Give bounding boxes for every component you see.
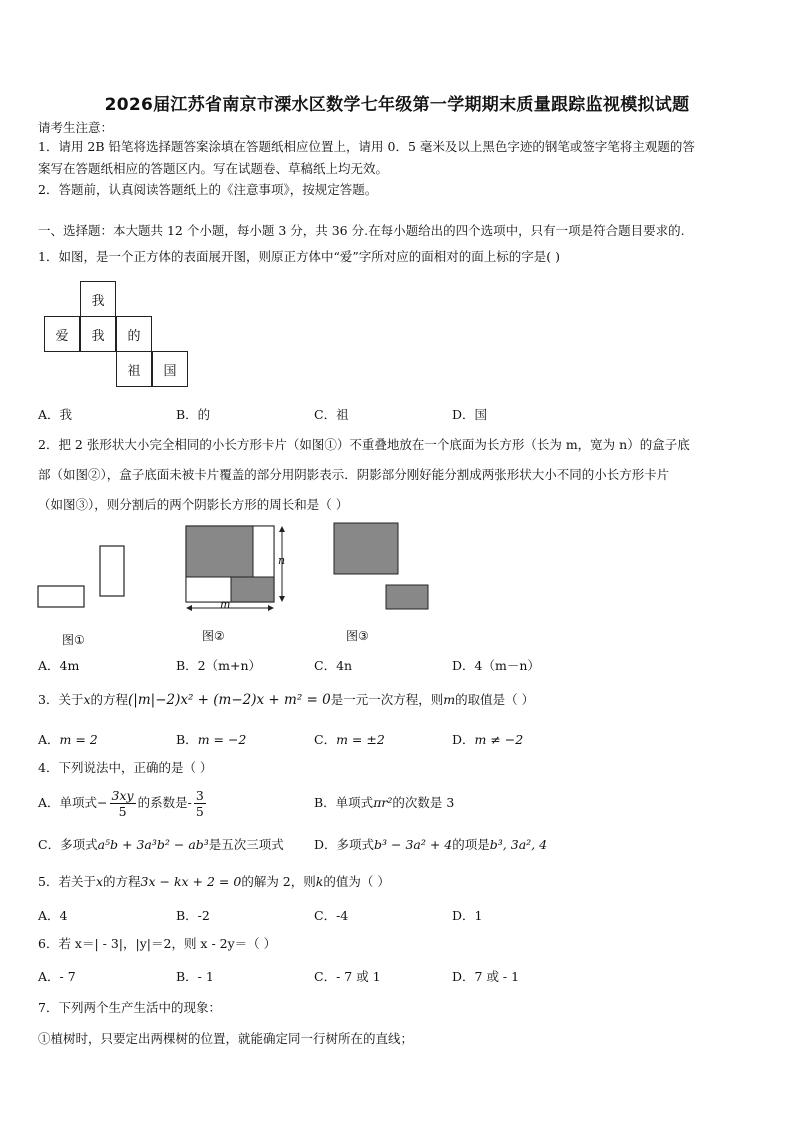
q2-option-b: B．2（m+n）: [176, 658, 262, 673]
q1-stem: 1．如图，是一个正方体的表面展开图，则原正方体中“爱”字所对应的面相对的面上标的字是( ): [38, 249, 560, 264]
net-face-left: 爱: [44, 316, 80, 352]
notice-item-2: 2．答题前，认真阅读答题纸上的《注意事项》，按规定答题。: [38, 182, 378, 197]
q2-option-c: C．4n: [314, 658, 353, 673]
figure-1-label: 图①: [62, 633, 85, 647]
q4-option-b: B．单项式πr²的次数是 3: [314, 795, 455, 810]
notice-item-1-line-2: 案写在答题纸相应的答题区内。写在试题卷、草稿纸上均无效。: [38, 161, 389, 176]
q1-option-a: A．我: [38, 407, 73, 422]
q1-option-d: D．国: [452, 407, 488, 422]
q3-mid: 的方程: [90, 692, 129, 707]
figure-2-box: [186, 526, 285, 611]
q5-option-b: B．-2: [176, 908, 210, 923]
q3-prefix: 3．关于: [38, 692, 84, 707]
q5-stem: 5．若关于x的方程3x − kx + 2 = 0的解为 2，则k的值为（ ）: [38, 874, 390, 889]
q2-option-a: A．4m: [38, 658, 80, 673]
q6-stem: 6．若 x＝| - 3|，|y|＝2，则 x - 2y＝（ ）: [38, 936, 277, 951]
figure-1-cards: [38, 546, 124, 607]
q6-option-d: D．7 或 - 1: [452, 969, 520, 984]
q2-line-2: 部（如图②），盒子底面未被卡片覆盖的部分用阴影表示．阴影部分刚好能分割成两张形状大小不同的小长方形卡片: [38, 467, 670, 482]
q5-option-d: D．1: [452, 908, 483, 923]
figure-3-shaded-rects: [334, 523, 428, 609]
q3-equation: (|m|−2)x² + (m−2)x + m² = 0: [128, 692, 331, 708]
notice-item-1-line-1: 1．请用 2B 铅笔将选择题答案涂填在答题纸相应位置上，请用 0．5 毫米及以上黑色字迹的钢笔或签字笔将主观题的答: [38, 139, 695, 154]
notice-heading: 请考生注意：: [38, 120, 114, 135]
net-face-top: 我: [80, 281, 116, 317]
q7-item-1: ①植树时，只要定出两棵树的位置，就能确定同一行树所在的直线；: [38, 1031, 414, 1046]
q3-option-b: B．m = −2: [176, 732, 247, 747]
q6-option-c: C．- 7 或 1: [314, 969, 381, 984]
q2-line-3: （如图③），则分割后的两个阴影长方形的周长和是（ ）: [38, 497, 349, 512]
q6-option-b: B．- 1: [176, 969, 214, 984]
q3-var-m: m: [443, 692, 456, 707]
q7-stem: 7．下列两个生产生活中的现象：: [38, 1000, 221, 1015]
q5-option-a: A．4: [38, 908, 68, 923]
q4-option-a: A．单项式− $\frac{3xy}{5}$ 的系数是- $\frac{3}{5}$: [38, 788, 204, 819]
q4-stem: 4．下列说法中，正确的是（ ）: [38, 760, 213, 775]
q2-option-d: D．4（m－n）: [452, 658, 540, 673]
q3-option-c: C．m = ±2: [314, 732, 385, 747]
q5-option-c: C．-4: [314, 908, 349, 923]
q1-option-b: B．的: [176, 407, 211, 422]
q6-option-a: A．- 7: [38, 969, 76, 984]
figure-2-label: 图②: [202, 629, 225, 643]
q1-option-c: C．祖: [314, 407, 349, 422]
q3-stem: [38, 692, 534, 708]
dim-m-label: m: [220, 598, 231, 611]
q4-option-d: D．多项式b³ − 3a² + 4的项是b³, 3a², 4: [314, 837, 548, 852]
q4-option-c: C．多项式a⁵b + 3a³b² − ab³是五次三项式: [38, 837, 284, 852]
net-face-right: 的: [116, 316, 152, 352]
q3-var-x: x: [83, 692, 91, 707]
q2-figures: [36, 520, 436, 650]
q4-a-coefficient: $\frac{3}{5}$: [195, 788, 204, 819]
net-face-center: 我: [80, 316, 116, 352]
q3-option-d: D．m ≠ −2: [452, 732, 524, 747]
dim-n-label: n: [278, 554, 286, 567]
q3-suffix: 是一元一次方程，则: [330, 692, 444, 707]
section-heading: 一、选择题：本大题共 12 个小题，每小题 3 分，共 36 分.在每小题给出的四个选项中，只有一项是符合题目要求的.: [38, 223, 685, 238]
q3-tail: 的取值是（ ）: [455, 692, 535, 707]
q2-line-1: 2．把 2 张形状大小完全相同的小长方形卡片（如图①）不重叠地放在一个底面为长方形（长为 m，宽为 n）的盒子底: [38, 437, 690, 452]
q4-a-fraction: $\frac{3xy}{5}$: [111, 788, 134, 819]
page-title: 2026届江苏省南京市溧水区数学七年级第一学期期末质量跟踪监视模拟试题: [104, 95, 690, 115]
q3-option-a: A．m = 2: [38, 732, 98, 747]
figure-3-label: 图③: [346, 629, 369, 643]
net-face-bottom-1: 祖: [116, 351, 152, 387]
net-face-bottom-2: 国: [152, 351, 188, 387]
